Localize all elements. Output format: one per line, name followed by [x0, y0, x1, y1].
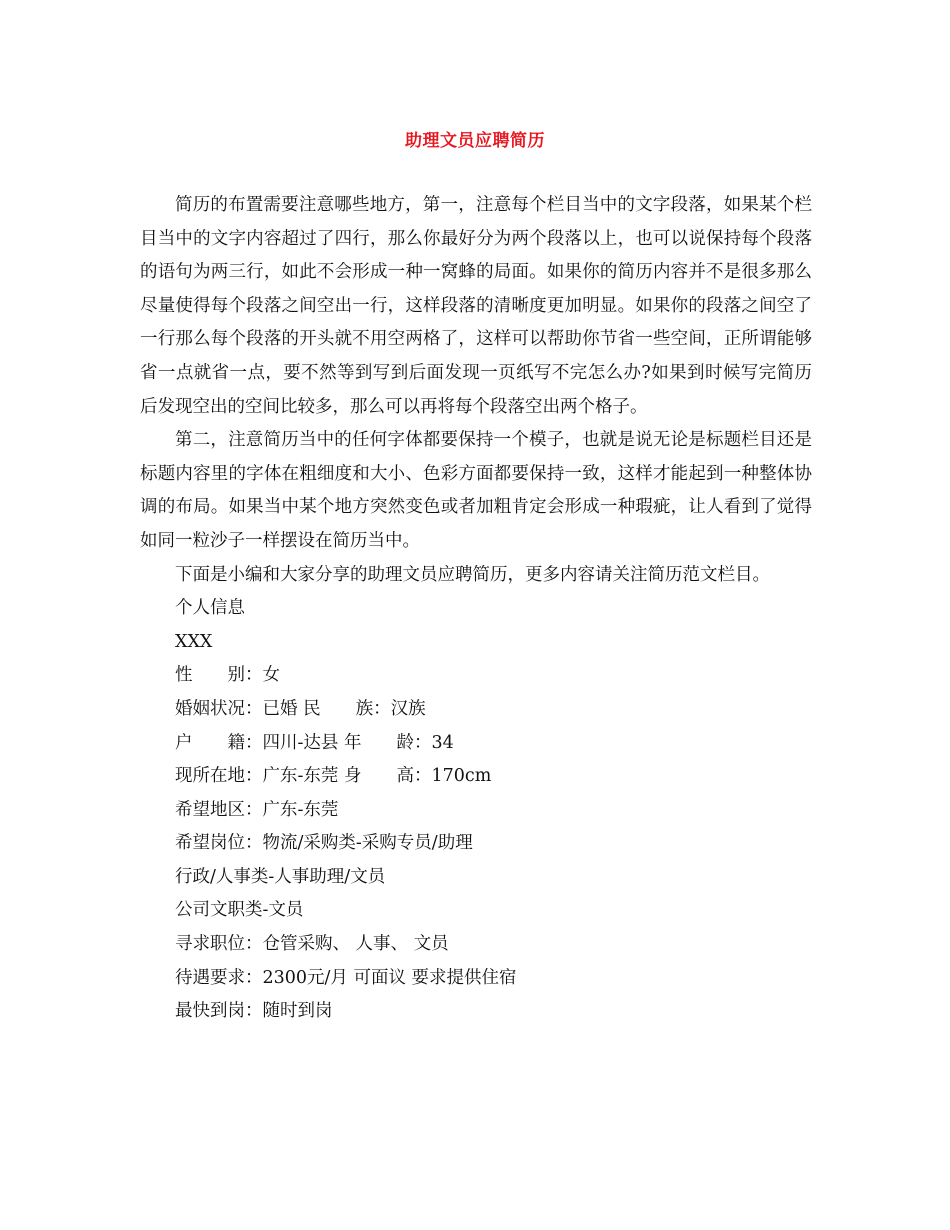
- field-position: [140, 827, 812, 861]
- field-salary: [140, 962, 812, 996]
- field-hukou-age: [140, 727, 812, 761]
- ethnicity-label: 民 族：: [303, 698, 391, 719]
- applicant-name: XXX: [175, 631, 213, 652]
- paragraph-1: 简历的布置需要注意哪些地方，第一，注意每个栏目当中的文字段落，如果某个栏目当中的文字内容超过了四行，那么你最好分为两个段落以上，也可以说保持每个段落的语句为两三行，如此不会形成一种一窝蜂的局面。如果你的简历内容并不是很多那么尽量使得每个段落之间空出一行，这样段落的清晰度更加明显。如果你的段落之间空了一行那么每个段落的开头就不用空两格了，这样可以帮助你节省一些空间，正所谓能够省一点就省一点，要不然等到写到后面发现一页纸写不完怎么办?如果到时候写完简历后发现空出的空间比较多，那么可以再将每个段落空出两个格子。: [140, 195, 812, 417]
- gender-label: 性 别：: [175, 665, 263, 686]
- height-value: 170cm: [431, 766, 492, 787]
- field-region: [140, 794, 812, 828]
- salary-value: 2300元/月 可面议 要求提供住宿: [262, 967, 517, 988]
- paragraph-2: 第二，注意简历当中的任何字体都要保持一个模子，也就是说无论是标题栏目还是标题内容里的字体在粗细度和大小、色彩方面都要保持一致，这样才能起到一种整体协调的布局。如果当中某个地方突然变色或者加粗肯定会形成一种瑕疵，让人看到了觉得如同一粒沙子一样摆设在简历当中。: [140, 430, 812, 551]
- gender-value: 女: [262, 665, 280, 686]
- region-label: 希望地区：: [175, 799, 263, 820]
- residence-value: 广东-东莞: [262, 766, 339, 787]
- document-body: [140, 189, 812, 1029]
- field-position-line-3: 公司文职类-文员: [175, 900, 304, 921]
- residence-label: 现所在地：: [175, 766, 263, 787]
- field-gender: [140, 659, 812, 693]
- height-label: 身 高：: [344, 766, 432, 787]
- age-value: 34: [431, 732, 454, 753]
- job-label: 寻求职位：: [175, 934, 263, 955]
- field-job: [140, 928, 812, 962]
- region-value: 广东-东莞: [262, 799, 339, 820]
- field-start: [140, 995, 812, 1029]
- position-label: 希望岗位：: [175, 833, 263, 854]
- hukou-label: 户 籍：: [175, 732, 263, 753]
- start-value: 随时到岗: [262, 1001, 333, 1022]
- paragraph-3: 下面是小编和大家分享的助理文员应聘简历，更多内容请关注简历范文栏目。: [175, 564, 770, 585]
- ethnicity-value: 汉族: [390, 698, 426, 719]
- field-marital-ethnicity: [140, 693, 812, 727]
- marital-label: 婚姻状况：: [175, 698, 263, 719]
- section-heading-personal-info: 个人信息: [175, 598, 245, 619]
- start-label: 最快到岗：: [175, 1001, 263, 1022]
- field-residence-height: [140, 760, 812, 794]
- age-label: 年 龄：: [344, 732, 432, 753]
- position-value-1: 物流/采购类-采购专员/助理: [262, 833, 473, 854]
- hukou-value: 四川-达县: [262, 732, 339, 753]
- job-value: 仓管采购、 人事、 文员: [262, 934, 449, 955]
- field-position-line-2: 行政/人事类-人事助理/文员: [175, 866, 386, 887]
- salary-label: 待遇要求：: [175, 967, 263, 988]
- marital-value: 已婚: [262, 698, 298, 719]
- document-title: 助理文员应聘简历: [405, 131, 545, 151]
